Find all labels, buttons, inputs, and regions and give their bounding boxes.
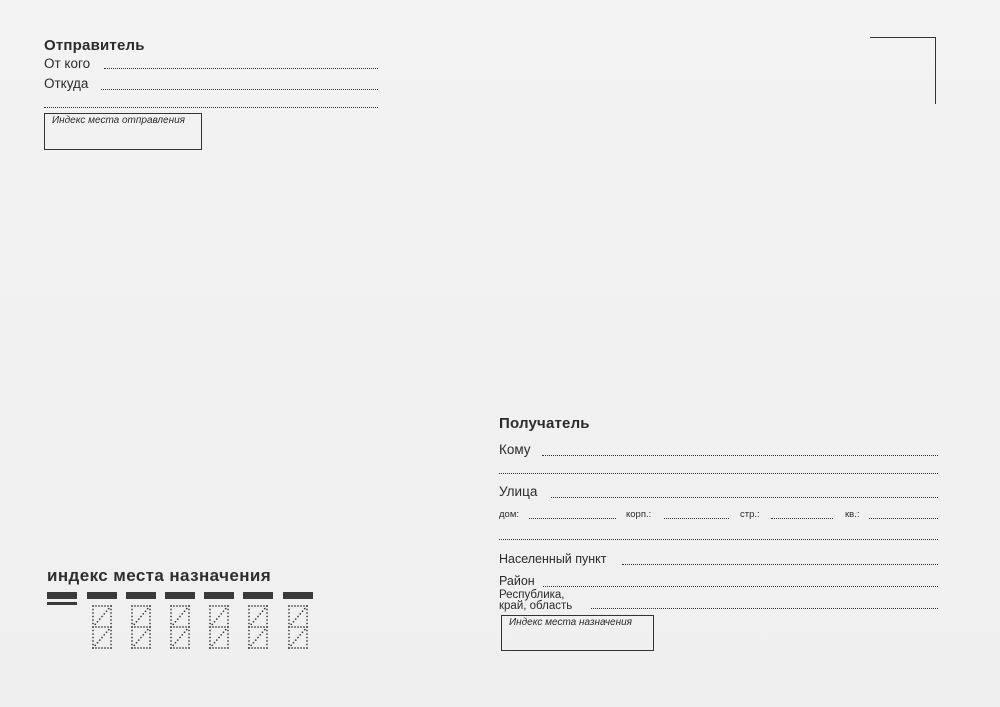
recipient-index-box[interactable] [501,615,654,651]
sender-heading: Отправитель [44,37,145,54]
region-label [499,590,572,612]
digit-bar-6 [283,592,313,599]
digit-template-dots [91,604,113,650]
digit-template-dots [247,604,269,650]
destination-index-title: индекс места назначения [47,566,272,585]
digit-template-dots [287,604,309,650]
to-whom-field-2[interactable] [499,473,938,474]
index-sample-bar-top [47,592,77,599]
address-extra-field[interactable] [499,539,938,540]
house-label: дом: [499,509,519,520]
digit-bar-4 [204,592,234,599]
locality-field[interactable] [622,564,938,565]
region-field[interactable] [591,608,938,609]
digit-bar-5 [243,592,273,599]
sender-address-field[interactable] [44,107,378,108]
building-field[interactable] [664,518,729,519]
to-whom-label: Кому [499,442,531,457]
building-label: корп.: [626,509,652,520]
digit-template-dots [130,604,152,650]
stamp-corner-mark [870,37,936,104]
digit-cell-5[interactable] [247,604,269,650]
structure-label: стр.: [740,509,760,520]
house-field[interactable] [529,518,616,519]
from-where-field[interactable] [101,89,378,90]
street-label: Улица [499,484,538,499]
digit-bar-3 [165,592,195,599]
from-who-label: От кого [44,56,91,71]
recipient-heading: Получатель [499,415,590,432]
digit-template-dots [208,604,230,650]
digit-cell-3[interactable] [169,604,191,650]
index-sample-bar-bottom [47,602,77,605]
from-who-field[interactable] [104,68,378,69]
digit-cell-4[interactable] [208,604,230,650]
structure-field[interactable] [771,518,833,519]
district-field[interactable] [543,586,938,587]
digit-cell-2[interactable] [130,604,152,650]
sender-index-box-label: Индекс места отправления [52,115,186,126]
from-where-label: Откуда [44,76,89,91]
locality-label: Населенный пункт [499,552,607,566]
digit-bar-2 [126,592,156,599]
digit-cell-6[interactable] [287,604,309,650]
digit-template-dots [169,604,191,650]
apartment-field[interactable] [869,518,938,519]
recipient-index-box-label: Индекс места назначения [509,617,633,628]
region-label-line2: край, область [499,600,573,612]
digit-cell-1[interactable] [91,604,113,650]
digit-bar-1 [87,592,117,599]
apartment-label: кв.: [845,509,860,520]
district-label: Район [499,574,535,588]
region-label-line1: Республика, [499,589,565,601]
street-field[interactable] [551,497,938,498]
sender-index-box[interactable] [44,113,202,150]
to-whom-field[interactable] [542,455,938,456]
